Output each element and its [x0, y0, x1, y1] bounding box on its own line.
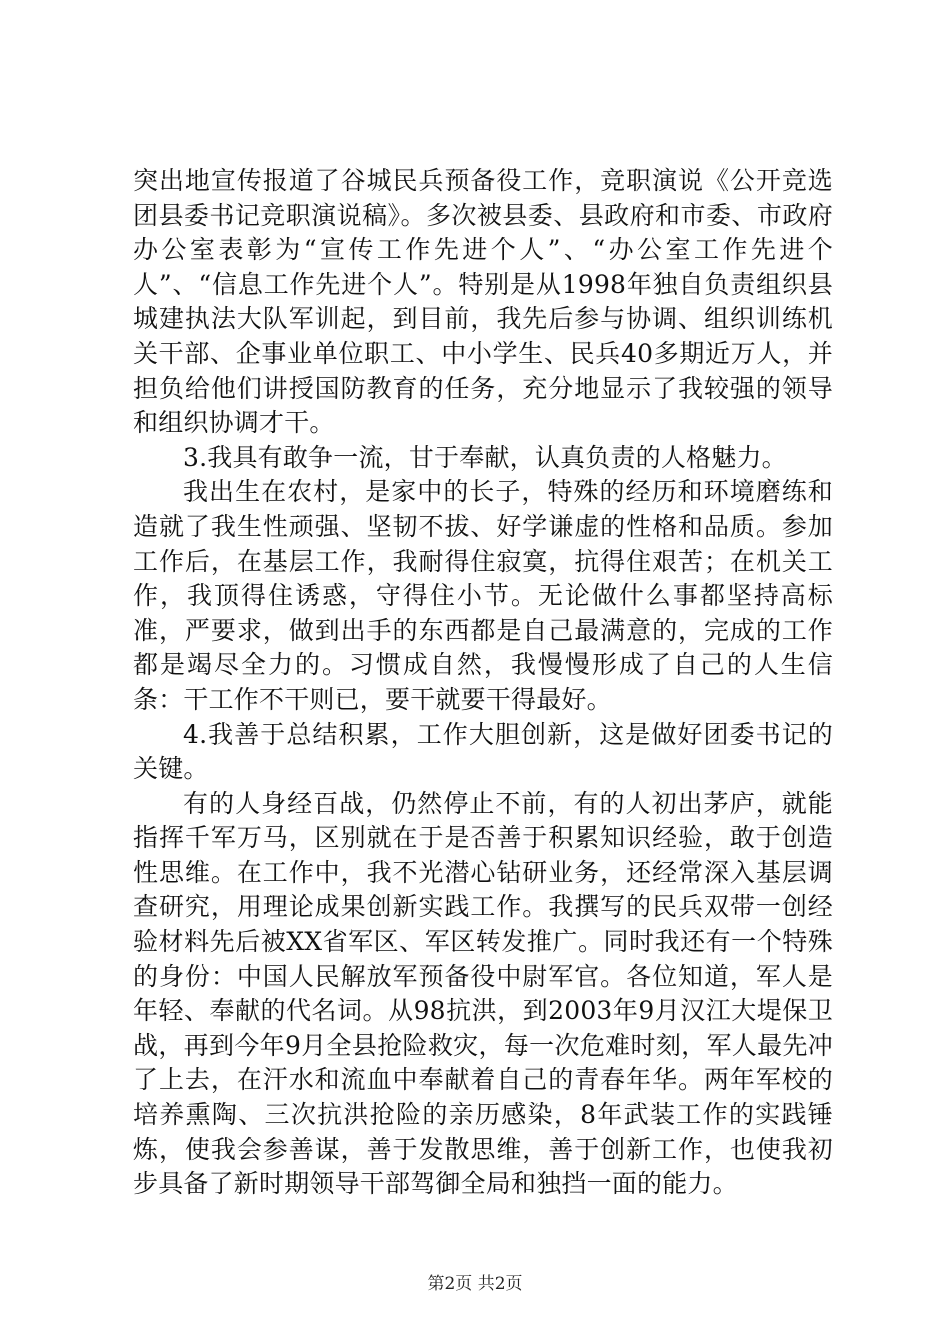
- paragraph-continuation: 突出地宣传报道了谷城民兵预备役工作，竞职演说《公开竞选团县委书记竞职演说稿》。多次被县委、县政府和市委、市政府办公室表彰为“宣传工作先进个人”、“办公室工作先进个人”、“信息工作先进个人”。特别是从1998年独自负责组织县城建执法大队军训起，到目前，我先后参与协调、组织训练机关干部、企事业单位职工、中小学生、民兵40多期近万人，并担负给他们讲授国防教育的任务，充分地显示了我较强的领导和组织协调才干。: [133, 166, 833, 438]
- paragraph-point-3-body: 我出生在农村，是家中的长子，特殊的经历和环境磨练和造就了我生性顽强、坚韧不拔、好学谦虚的性格和品质。参加工作后，在基层工作，我耐得住寂寞，抗得住艰苦；在机关工作，我顶得住诱惑，守得住小节。无论做什么事都坚持高标准，严要求，做到出手的东西都是自己最满意的，完成的工作都是竭尽全力的。习惯成自然，我慢慢形成了自己的人生信条：干工作不干则已，要干就要干得最好。: [133, 477, 833, 714]
- page-number-label: 第2页 共2页: [427, 1274, 523, 1294]
- paragraph-point-4-heading: 4.我善于总结积累，工作大胆创新，这是做好团委书记的关键。: [133, 719, 833, 784]
- paragraph-point-4-body: 有的人身经百战，仍然停止不前，有的人初出茅庐，就能指挥千军万马，区别就在于是否善于积累知识经验，敢于创造性思维。在工作中，我不光潜心钻研业务，还经常深入基层调查研究，用理论成果创新实践工作。我撰写的民兵双带一创经验材料先后被XX省军区、军区转发推广。同时我还有一个特殊的身份：中国人民解放军预备役中尉军官。各位知道，军人是年轻、奉献的代名词。从98抗洪，到2003年9月汉江大堤保卫战，再到今年9月全县抢险救灾，每一次危难时刻，军人最先冲了上去，在汗水和流血中奉献着自己的青春年华。两年军校的培养熏陶、三次抗洪抢险的亲历感染，8年武装工作的实践锤炼，使我会参善谋，善于发散思维，善于创新工作，也使我初步具备了新时期领导干部驾御全局和独挡一面的能力。: [133, 788, 833, 1199]
- page-footer: [0, 1273, 950, 1295]
- paragraph-point-3-heading: 3.我具有敢争一流，甘于奉献，认真负责的人格魅力。: [183, 442, 787, 472]
- document-body: [133, 164, 833, 1202]
